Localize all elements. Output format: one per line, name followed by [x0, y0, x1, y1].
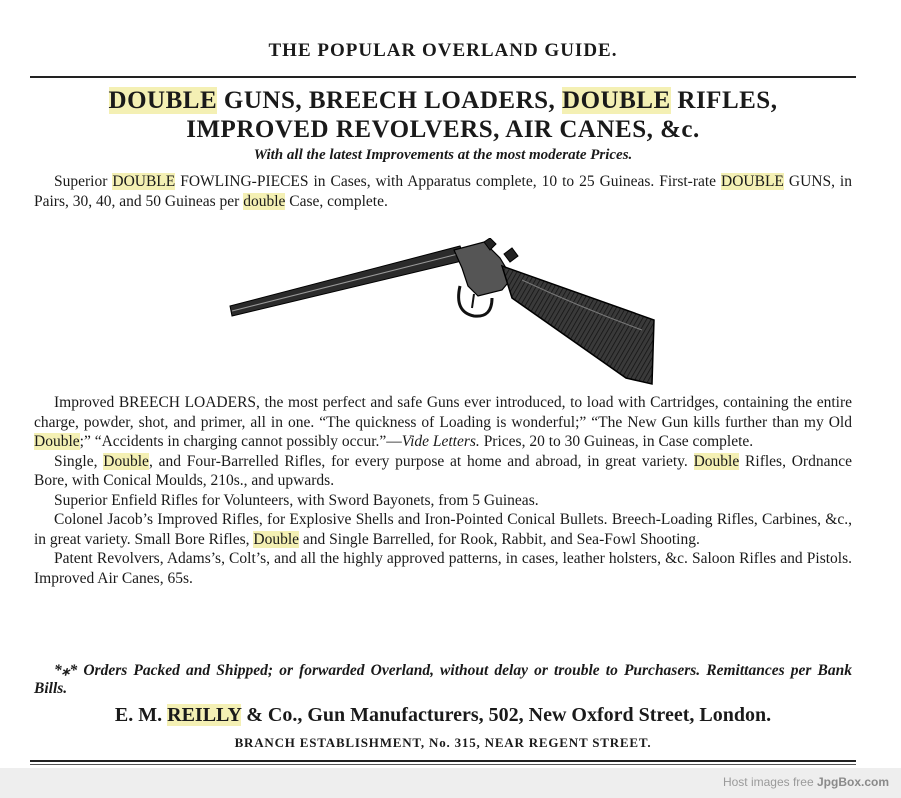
- text-run: Single,: [54, 452, 104, 470]
- paragraph-enfield: Superior Enfield Rifles for Volunteers, with Sword Bayonets, from 5 Guineas.: [54, 491, 539, 509]
- bottom-rule: [30, 760, 856, 762]
- text-run: FOWLING-PIECES in Cases, with Apparatus complete, 10 to 25 Guineas. First-rate: [175, 173, 722, 190]
- footer-brand[interactable]: JpgBox.com: [816, 775, 889, 789]
- paragraph-revolvers: Patent Revolvers, Adams’s, Colt’s, and all the highly approved patterns, in cases, leather holsters, &c. Saloon Rifles and Pistols. Improved Air Canes, 65s.: [34, 550, 852, 587]
- italic-text: Vide Letters.: [401, 433, 480, 450]
- paragraph-breech-loaders: [34, 393, 852, 452]
- shotgun-illustration: [222, 238, 662, 388]
- headline-line-2: IMPROVED REVOLVERS, AIR CANES, &c.: [186, 116, 700, 143]
- text-run: and Single Barrelled, for Rook, Rabbit, and Sea-Fowl Shooting.: [299, 530, 700, 548]
- running-head: THE POPULAR OVERLAND GUIDE.: [268, 40, 618, 61]
- highlight-word: DOUBLE: [108, 87, 218, 114]
- branch-address: BRANCH ESTABLISHMENT, No. 315, NEAR REGENT STREET.: [234, 735, 652, 750]
- headline: [30, 86, 856, 144]
- highlight-word: Double: [103, 452, 149, 470]
- host-footer: [0, 768, 901, 798]
- text-run: Prices, 20 to 30 Guineas, in Case complete.: [479, 433, 754, 450]
- bottom-rule-thin: [30, 764, 856, 765]
- headline-line-1: [30, 86, 856, 115]
- footer-label: Host images free: [722, 775, 817, 789]
- host-link[interactable]: [723, 775, 889, 789]
- highlight-word: Double: [253, 530, 300, 548]
- text-run: Orders Packed and Shipped; or forwarded Overland, without delay or trouble to Purchasers. Remittances per Bank Bills.: [34, 662, 852, 697]
- manufacturer-line: [30, 704, 856, 727]
- paragraph-rifles: [34, 452, 852, 491]
- text-run: Rifles, Ordnance Bore, with Conical Moulds, 210s., and upwards.: [34, 452, 852, 489]
- text-run: ;” “Accidents in charging cannot possibly occur.”—: [79, 433, 402, 450]
- main-text-block: [34, 393, 852, 588]
- text-run: GUNS, in Pairs, 30, 40, and 50 Guineas per: [34, 173, 852, 210]
- asterism: *⁎*: [54, 662, 78, 679]
- highlight-word: DOUBLE: [112, 173, 176, 190]
- subheading: With all the latest Improvements at the most moderate Prices.: [253, 147, 633, 163]
- shipping-note: [34, 662, 852, 698]
- top-rule: [30, 76, 856, 78]
- headline-text: GUNS, BREECH LOADERS,: [217, 87, 563, 114]
- paragraph-jacobs-rifles: [34, 510, 852, 549]
- text-run: E. M.: [114, 704, 168, 726]
- text-run: Case, complete.: [285, 192, 388, 210]
- text-run: Colonel Jacob’s Improved Rifles, for Explosive Shells and Iron-Pointed Conical Bullets. Breech-Loading Rifles, Carbines, &c., in great variety. Small Bore Rifles,: [34, 511, 852, 548]
- paragraph-fowling-pieces: [34, 172, 852, 211]
- highlight-word: Double: [693, 452, 740, 470]
- text-run: Improved BREECH LOADERS, the most perfect and safe Guns ever introduced, to load with Cartridges, containing the entire charge, powder, shot, and primer, all in one. “The quickness of Loading is wonderful;” “The New Gun kills further than my Old: [34, 394, 852, 431]
- highlight-word: DOUBLE: [721, 173, 784, 190]
- text-run: & Co., Gun Manufacturers, 502, New Oxford Street, London.: [241, 704, 772, 726]
- text-run: , and Four-Barrelled Rifles, for every purpose at home and abroad, in great variety.: [148, 452, 694, 470]
- highlight-word: Double: [34, 433, 80, 450]
- highlight-word: DOUBLE: [562, 87, 671, 114]
- headline-text: RIFLES,: [670, 87, 778, 114]
- highlight-word: double: [243, 192, 286, 210]
- text-run: Superior: [54, 173, 113, 190]
- highlight-word: REILLY: [167, 704, 242, 726]
